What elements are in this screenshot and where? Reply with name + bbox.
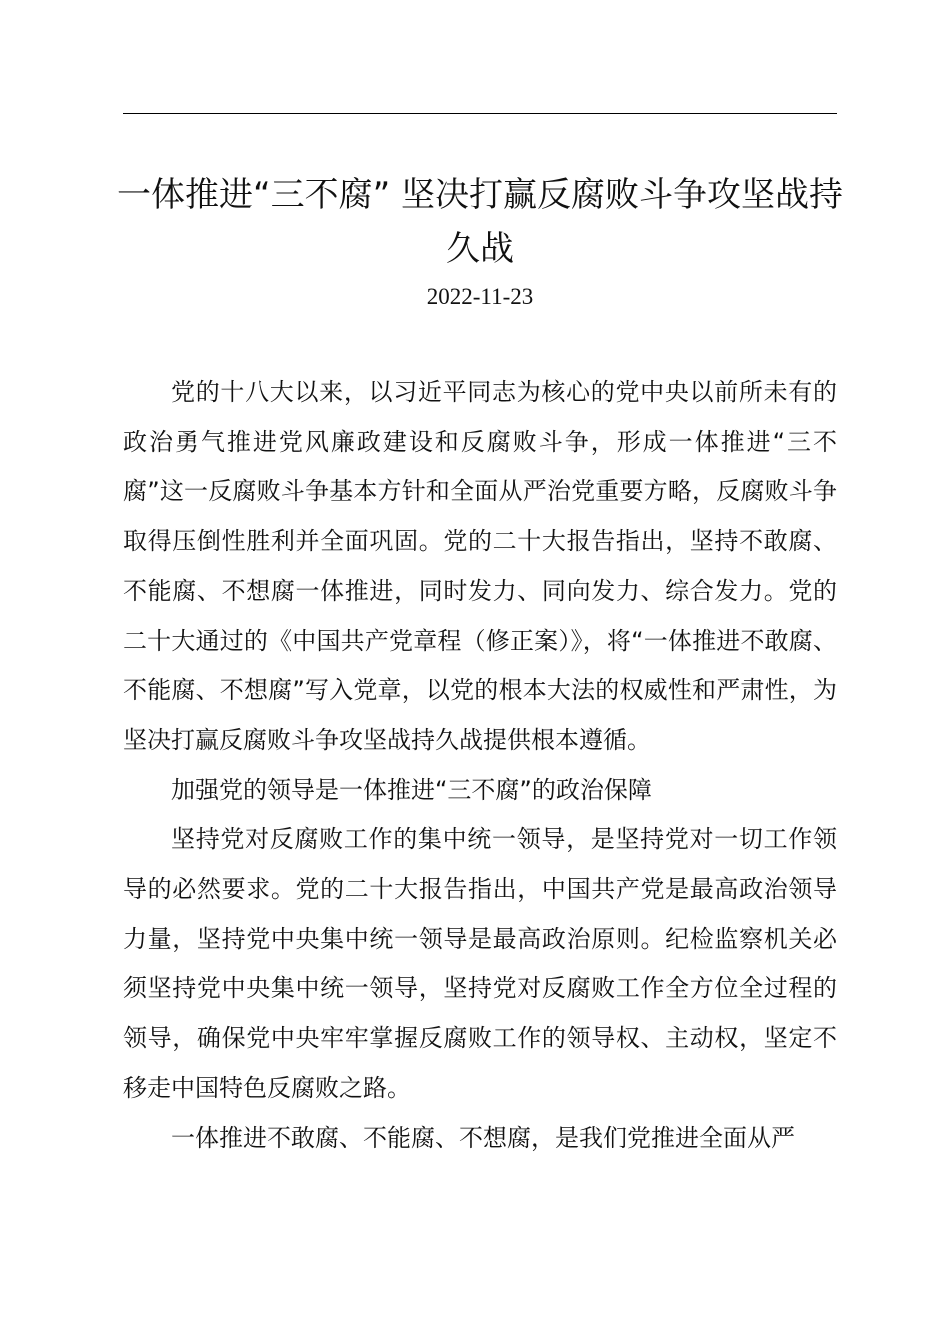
section-heading: 加强党的领导是一体推进“三不腐”的政治保障 bbox=[171, 775, 652, 804]
paragraph: 党的十八大以来，以习近平同志为核心的党中央以前所未有的政治勇气推进党风廉政建设和反腐败斗争，形成一体推进“三不腐”这一反腐败斗争基本方针和全面从严治党重要方略，反腐败斗争取得压倒性胜利并全面巩固。党的二十大报告指出，坚持不敢腐、不能腐、不想腐一体推进，同时发力、同向发力、综合发力。党的二十大通过的《中国共产党章程（修正案）》，将“一体推进不敢腐、不能腐、不想腐”写入党章，以党的根本大法的权威性和严肃性，为坚决打赢反腐败斗争攻坚战持久战提供根本遵循。 bbox=[123, 378, 837, 754]
paragraph: 坚持党对反腐败工作的集中统一领导，是坚持党对一切工作领导的必然要求。党的二十大报告指出，中国共产党是最高政治领导力量，坚持党中央集中统一领导是最高政治原则。纪检监察机关必须坚持党中央集中统一领导，坚持党对反腐败工作全方位全过程的领导，确保党中央牢牢掌握反腐败工作的领导权、主动权，坚定不移走中国特色反腐败之路。 bbox=[123, 825, 837, 1102]
paragraph: 一体推进不敢腐、不能腐、不想腐，是我们党推进全面从严 bbox=[171, 1123, 795, 1152]
document-date: 2022-11-23 bbox=[426, 284, 534, 309]
document-body bbox=[123, 368, 837, 1163]
header-rule bbox=[123, 113, 837, 114]
document-title: 一体推进“三不腐” 坚决打赢反腐败斗争攻坚战持久战 bbox=[116, 175, 844, 269]
